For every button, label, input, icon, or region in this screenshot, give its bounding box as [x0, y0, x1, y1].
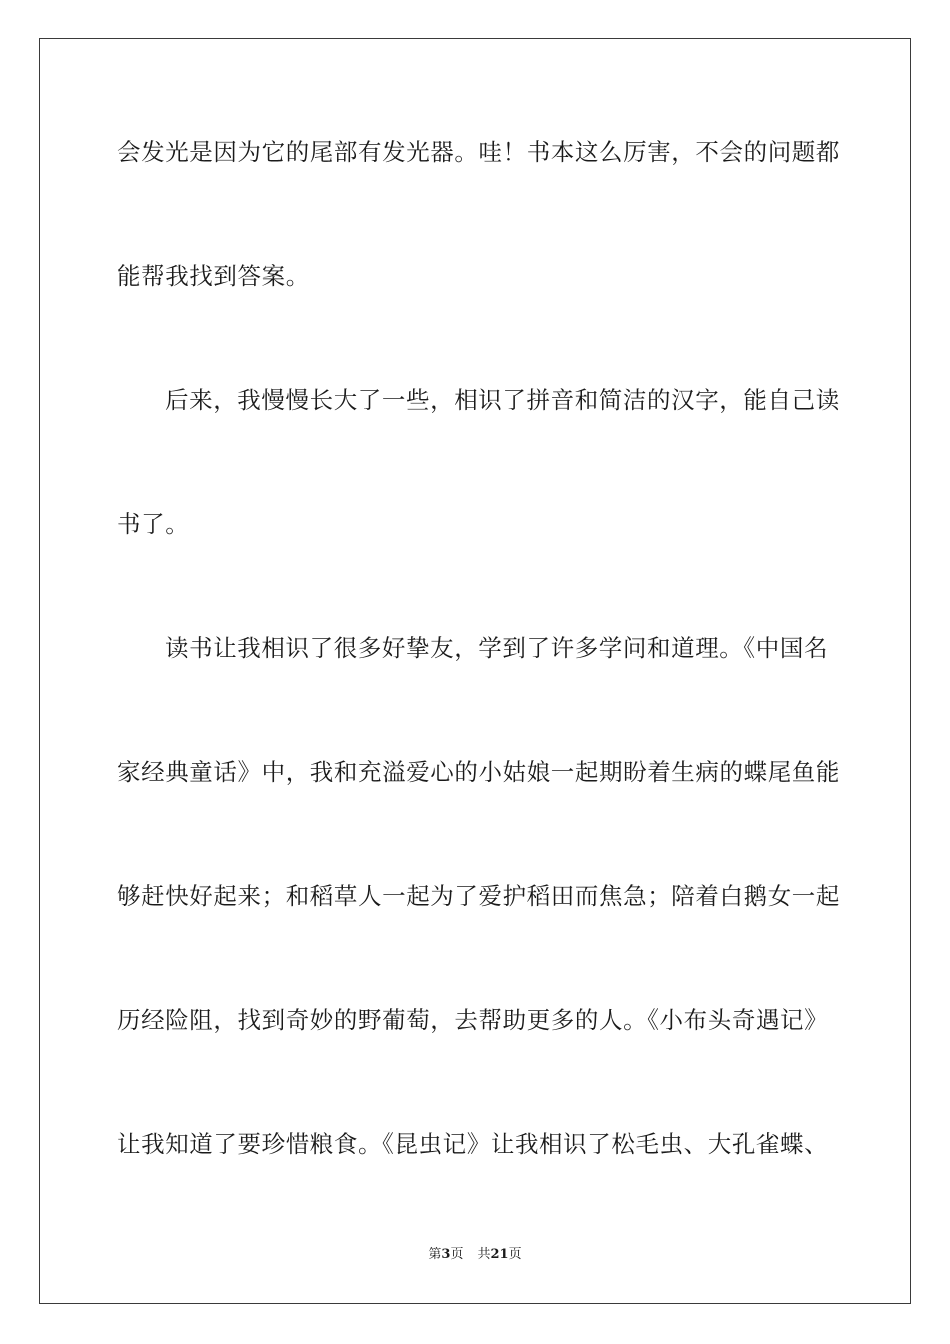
- text-line-3: 后来，我慢慢长大了一些，相识了拼音和简洁的汉字，能自己读: [165, 386, 840, 414]
- page-border: [39, 38, 911, 1304]
- total-suffix: 页: [508, 1247, 522, 1262]
- page-suffix: 页: [450, 1247, 464, 1262]
- total-prefix: 共: [477, 1247, 491, 1262]
- text-line-2: 能帮我找到答案。: [117, 262, 310, 290]
- total-pages: 21: [490, 1247, 509, 1262]
- text-line-6: 家经典童话》中，我和充溢爱心的小姑娘一起期盼着生病的蝶尾鱼能: [117, 758, 840, 786]
- text-line-7: 够赶快好起来；和稻草人一起为了爱护稻田而焦急；陪着白鹅女一起: [117, 882, 840, 910]
- text-line-8: 历经险阻，找到奇妙的野葡萄，去帮助更多的人。《小布头奇遇记》: [117, 1006, 829, 1034]
- text-line-4: 书了。: [117, 510, 190, 538]
- page-prefix: 第: [428, 1247, 442, 1262]
- text-line-5: 读书让我相识了很多好挚友，学到了许多学问和道理。《中国名: [165, 634, 829, 662]
- page-footer: [0, 1246, 950, 1264]
- page-number: 3: [441, 1247, 451, 1262]
- text-line-1: 会发光是因为它的尾部有发光器。哇！书本这么厉害，不会的问题都: [117, 138, 840, 166]
- text-line-9: 让我知道了要珍惜粮食。《昆虫记》让我相识了松毛虫、大孔雀蝶、: [117, 1130, 829, 1158]
